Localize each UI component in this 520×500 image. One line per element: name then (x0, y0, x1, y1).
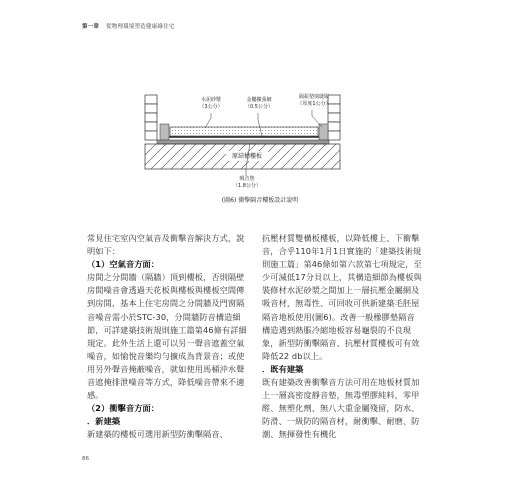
edge-pad-left (160, 124, 169, 140)
chapter-title: 從物理環境塑造健康綠住宅 (106, 24, 175, 30)
text-column-left (87, 232, 247, 442)
cement-mortar-layer (170, 127, 318, 136)
paragraph: 既有建築改善衝擊音方法可用在地板材質加上一層高密度靜音墊，無毒塑膠純料，零甲醛、無塑化劑、無八大重金屬殘留，防水、防滑、一級防的隔音材，耐衝擊、耐磨、防潮、無揮發性有機化 (262, 377, 420, 440)
chapter-label: 第一章 (82, 24, 100, 30)
figure-caption: (圖6) 衝擊隔音樓板設計說明 (221, 197, 299, 204)
label-shock-pad: 隔振墊填縫版 （厚度1公分） (297, 94, 331, 107)
paragraph: 房間之分間牆（隔牆）頂到樓板，否則隔壁房間噪音會透過天花板與樓板與樓板空間傳到房間，基本上住宅房間之分間牆及門窗隔音噪音需小於STC-30，分間牆防音構造細節，可詳建築技術規則施工篇第46條有詳細規定。此外生活上還可以另一聲音遮蓋空氣噪音，如愉悅音樂均勻擴成為背景音；或使用另外聲音掩蔽噪音，就如使用馬桶沖水聲音遮掩排泄噪音等方式，降低噪音帶來不適感。 (87, 272, 247, 401)
section-heading: （2）衝擊音方面： (87, 403, 160, 414)
edge-pad-right (319, 124, 328, 140)
paragraph: 常見住宅室內空氣音及衝擊音解決方式，說明如下： (87, 233, 245, 257)
subsection-heading: ．新建築 (87, 416, 121, 427)
label-cement-mortar: 水泥砂漿 （3公分） (199, 97, 223, 110)
left-wall (145, 95, 157, 140)
label-metal-mesh: 金屬擴張網 （0.5公分） (245, 97, 273, 110)
subsection-heading: ．既有建築 (262, 363, 304, 374)
paragraph: 抗壓材質雙構板樓板，以降低樓上、下衝擊音，合乎110年1月1日實施的「建築技術規則施工篇」第46條如第六款第七項規定，至少可減低17分貝以上，其構造細節為樓板與裝修材水泥砂漿之間加上一層抗壓金屬網及吸音材，無毒性、可回收可供新建築毛胚屋隔音地板使用(圖6)。改善一般橡膠墊隔音構造遇到熱脹冷縮地板容易龜裂的不良現象，新型防衝擊隔音、抗壓材質樓板可有效降低22 db以上。 (262, 233, 422, 361)
label-sound-absorber: 吸音墊 （1.8公分） (233, 176, 261, 189)
page-number: 86 (82, 456, 89, 462)
section-heading: （1）空氣音方面： (87, 259, 160, 270)
floor-section-diagram (0, 0, 520, 210)
text-column-right (262, 232, 422, 442)
paragraph: 新建築的樓板可選用新型防衝擊隔音、 (87, 429, 228, 440)
label-structure-slab: 原結構樓板 (231, 153, 262, 160)
sound-absorber-layer (157, 140, 329, 144)
